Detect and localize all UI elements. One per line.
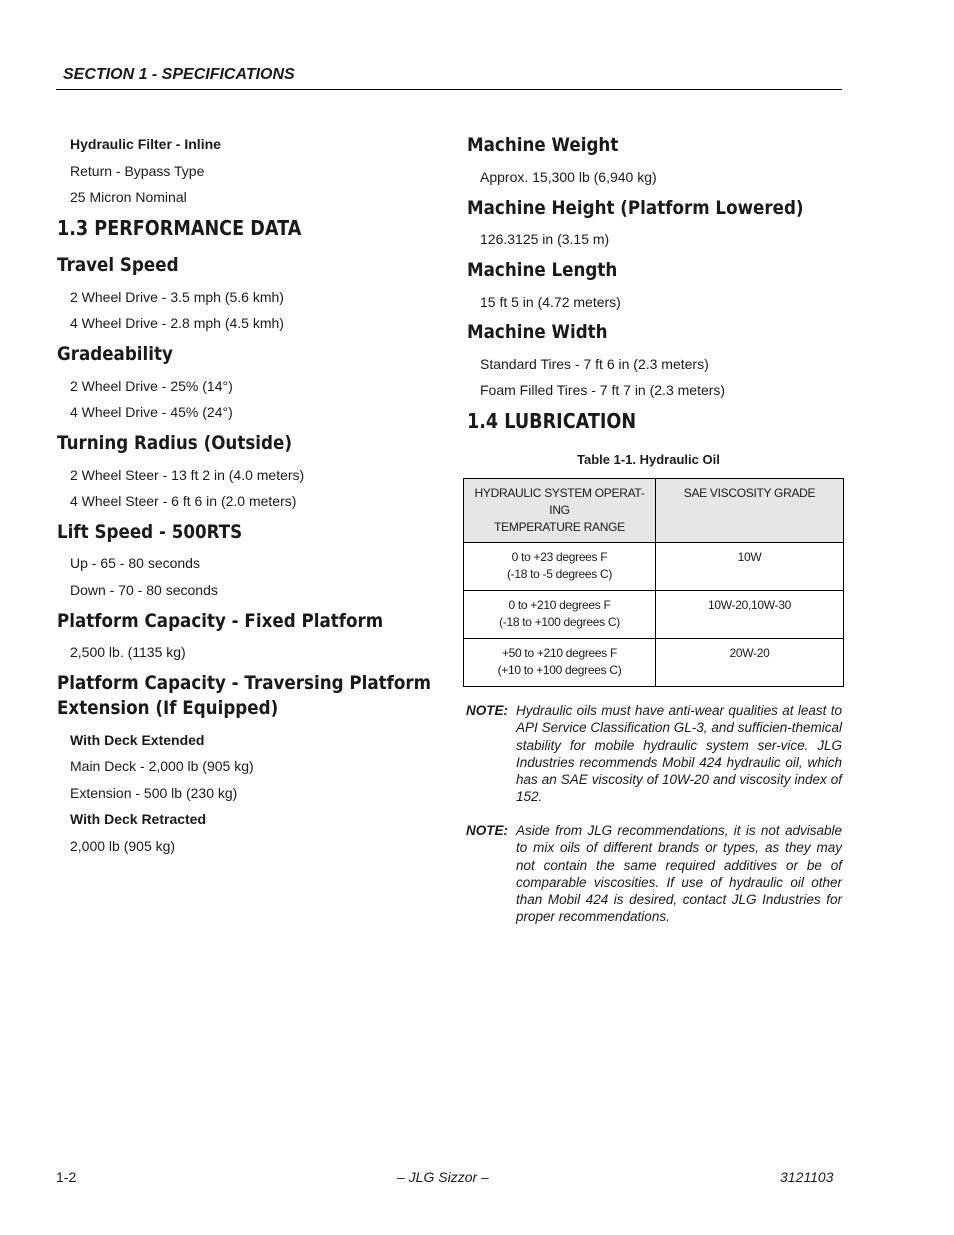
traversing-platform-heading: Extension (If Equipped) <box>57 697 279 719</box>
machine-weight-heading: Machine Weight <box>467 134 619 156</box>
range-celsius: (-18 to +100 degrees C) <box>499 615 620 629</box>
table-row <box>464 591 844 639</box>
header-line: TEMPERATURE RANGE <box>494 520 625 534</box>
note-oil-quality <box>466 702 842 806</box>
deck-retracted-line: 2,000 lb (905 kg) <box>70 838 176 854</box>
footer-title: – JLG Sizzor – <box>397 1169 489 1185</box>
note-oil-mixing <box>466 822 842 926</box>
hydraulic-oil-table <box>463 478 844 687</box>
turning-radius-heading: Turning Radius (Outside) <box>57 432 292 454</box>
machine-height-heading: Machine Height (Platform Lowered) <box>467 197 804 219</box>
range-fahrenheit: 0 to +23 degrees F <box>511 550 608 564</box>
turning-radius-line: 4 Wheel Steer - 6 ft 6 in (2.0 meters) <box>70 493 297 509</box>
gradeability-line: 4 Wheel Drive - 45% (24°) <box>70 404 233 420</box>
lift-speed-line: Up - 65 - 80 seconds <box>70 555 200 571</box>
turning-radius-line: 2 Wheel Steer - 13 ft 2 in (4.0 meters) <box>70 467 305 483</box>
table-row <box>464 639 844 687</box>
filter-line: 25 Micron Nominal <box>70 189 187 205</box>
note-text: Aside from JLG recommendations, it is not advisable to mix oils of different brands or types, as they may not contain the same required additives or be of comparable viscosities. If use of hydraulic oil other than Mobil 424 is desired, contact JLG Industries for proper recommendations. <box>516 823 842 925</box>
machine-width-line: Foam Filled Tires - 7 ft 7 in (2.3 meters) <box>480 382 726 398</box>
fixed-platform-line: 2,500 lb. (1135 kg) <box>70 644 186 660</box>
deck-retracted-title: With Deck Retracted <box>70 811 207 827</box>
filter-title: Hydraulic Filter - Inline <box>70 136 221 152</box>
filter-line: Return - Bypass Type <box>70 163 205 179</box>
range-celsius: (+10 to +100 degrees C) <box>497 663 622 677</box>
fixed-platform-heading: Platform Capacity - Fixed Platform <box>57 610 384 632</box>
deck-extended-line: Main Deck - 2,000 lb (905 kg) <box>70 758 254 774</box>
document-number: 3121103 <box>780 1169 834 1185</box>
performance-data-heading: 1.3 PERFORMANCE DATA <box>57 216 302 240</box>
header-line: SAE VISCOSITY GRADE <box>683 486 816 500</box>
note-label: NOTE: <box>466 703 508 718</box>
temperature-range-cell <box>464 543 656 591</box>
traversing-platform-heading: Platform Capacity - Traversing Platform <box>57 672 432 694</box>
machine-width-heading: Machine Width <box>467 321 608 343</box>
temperature-range-cell <box>464 639 656 687</box>
header-line: ING <box>549 503 570 517</box>
header-rule <box>56 89 842 90</box>
deck-extended-title: With Deck Extended <box>70 732 205 748</box>
viscosity-grade-header <box>656 479 844 543</box>
table-row <box>464 543 844 591</box>
travel-speed-heading: Travel Speed <box>57 254 179 276</box>
gradeability-heading: Gradeability <box>57 343 173 365</box>
lubrication-heading: 1.4 LUBRICATION <box>467 409 637 433</box>
table-caption: Table 1-1. Hydraulic Oil <box>577 452 720 467</box>
section-title: SECTION 1 - SPECIFICATIONS <box>63 66 295 83</box>
range-fahrenheit: 0 to +210 degrees F <box>508 598 611 612</box>
travel-speed-line: 4 Wheel Drive - 2.8 mph (4.5 kmh) <box>70 315 284 331</box>
range-fahrenheit: +50 to +210 degrees F <box>501 646 618 660</box>
range-celsius: (-18 to -5 degrees C) <box>506 567 613 581</box>
note-text: Hydraulic oils must have anti-wear qualities at least to API Service Classification GL-3, and sufficien-themical stability for mobile hydraulic system ser-vice. JLG Industries recommends Mobil 424 hydraulic oil, which has an SAE viscosity of 10W-20 and viscosity index of 152. <box>516 703 842 805</box>
temperature-range-header <box>464 479 656 543</box>
lift-speed-heading: Lift Speed - 500RTS <box>57 521 243 543</box>
page-number: 1-2 <box>56 1169 77 1185</box>
lift-speed-line: Down - 70 - 80 seconds <box>70 582 218 598</box>
viscosity-grade-cell: 20W-20 <box>656 639 844 687</box>
machine-length-line: 15 ft 5 in (4.72 meters) <box>480 294 621 310</box>
deck-extended-line: Extension - 500 lb (230 kg) <box>70 785 238 801</box>
gradeability-line: 2 Wheel Drive - 25% (14°) <box>70 378 233 394</box>
viscosity-grade-cell: 10W-20,10W-30 <box>656 591 844 639</box>
machine-height-line: 126.3125 in (3.15 m) <box>480 231 610 247</box>
machine-length-heading: Machine Length <box>467 259 618 281</box>
machine-weight-line: Approx. 15,300 lb (6,940 kg) <box>480 169 657 185</box>
viscosity-grade-cell: 10W <box>656 543 844 591</box>
note-label: NOTE: <box>466 823 508 838</box>
table-header-row <box>464 479 844 543</box>
header-line: HYDRAULIC SYSTEM OPERAT- <box>474 486 645 500</box>
temperature-range-cell <box>464 591 656 639</box>
machine-width-line: Standard Tires - 7 ft 6 in (2.3 meters) <box>480 356 709 372</box>
travel-speed-line: 2 Wheel Drive - 3.5 mph (5.6 kmh) <box>70 289 284 305</box>
